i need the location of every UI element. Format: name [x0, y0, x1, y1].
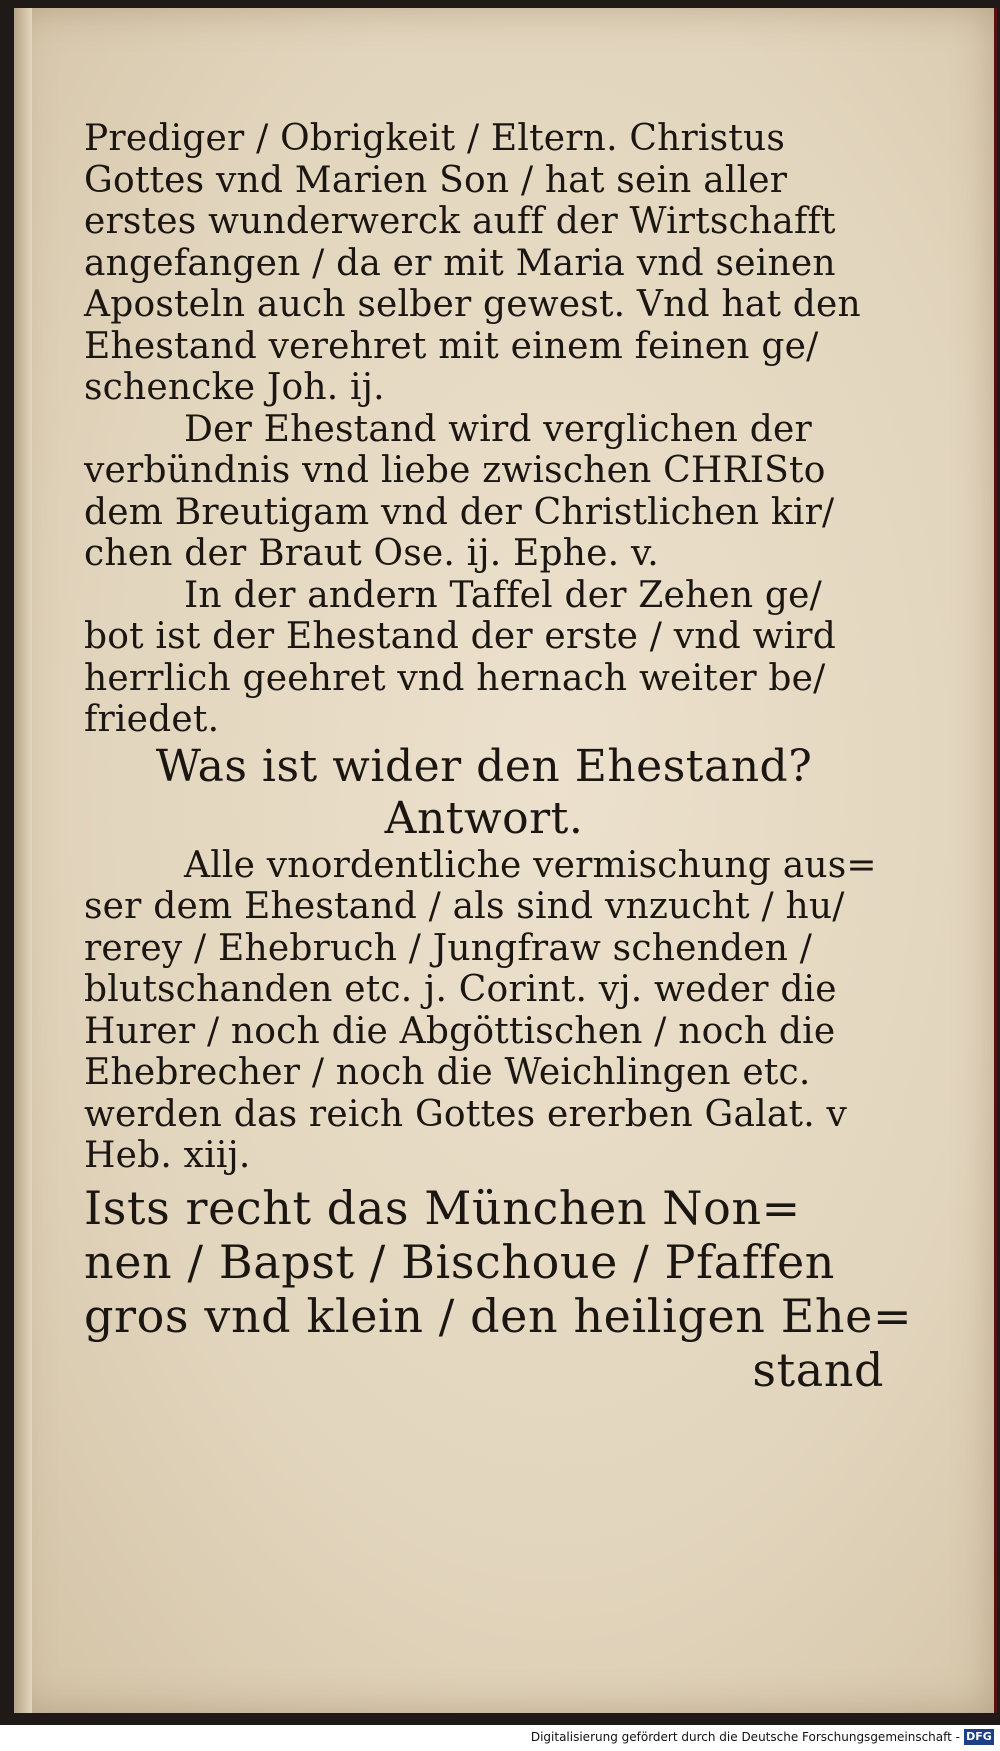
question-line: Ists recht das München Non= [84, 1180, 801, 1235]
text-line: dem Breutigam vnd der Christlichen kir/ [84, 491, 835, 533]
text-line: friedet. [84, 699, 220, 740]
paragraph-4 [84, 845, 884, 1177]
text-line: Prediger / Obrigkeit / Eltern. Christus [84, 118, 786, 159]
text-line: verbündnis vnd liebe zwischen CHRISto [84, 450, 826, 491]
answer-heading: Antwort. [384, 792, 584, 844]
page-gutter [14, 8, 32, 1713]
text-line: Ehestand verehret mit einem feinen ge/ [84, 325, 819, 367]
text-line: erstes wunderwerck auff der Wirtschafft [84, 201, 836, 242]
text-line: schencke Joh. ij. [84, 367, 385, 408]
text-line: Aposteln auch selber gewest. Vnd hat den [84, 284, 861, 325]
text-line: chen der Braut Ose. ij. Ephe. v. [84, 533, 659, 574]
dfg-logo-icon: DFG [964, 1729, 994, 1745]
text-line: Alle vnordentliche vermischung aus= [184, 844, 877, 886]
text-line: herrlich geehret vnd hernach weiter be/ [84, 657, 826, 699]
section-heading: Was ist wider den Ehestand? [155, 740, 813, 792]
question-heading [84, 1180, 913, 1397]
paragraph-1 [84, 118, 884, 409]
text-line: werden das reich Gottes ererben Galat. v [84, 1093, 848, 1135]
page-text [84, 118, 913, 1397]
text-line: blutschanden etc. j. Corint. vj. weder die [84, 969, 837, 1010]
text-line: Hurer / noch die Abgöttischen / noch die [84, 1010, 836, 1052]
footer-bar [0, 1725, 1000, 1751]
text-line: Gottes vnd Marien Son / hat sein aller [84, 159, 788, 201]
text-line: Heb. xiij. [84, 1135, 251, 1176]
text-line: ser dem Ehestand / als sind vnzucht / hu/ [84, 886, 845, 927]
paragraph-2 [84, 409, 884, 575]
text-line: angefangen / da er mit Maria vnd seinen [84, 242, 836, 284]
book-page [14, 8, 997, 1713]
question-line: gros vnd klein / den heiligen Ehe= [84, 1288, 913, 1343]
funding-credit: Digitalisierung gefördert durch die Deutsche Forschungsgemeinschaft - [530, 1730, 960, 1744]
catchword: stand [752, 1342, 884, 1397]
text-line: Der Ehestand wird verglichen der [184, 408, 812, 450]
text-line: In der andern Taffel der Zehen ge/ [184, 574, 822, 616]
text-line: Ehebrecher / noch die Weichlingen etc. [84, 1052, 811, 1093]
text-line: rerey / Ehebruch / Jungfraw schenden / [84, 927, 813, 969]
question-line: nen / Bapst / Bischoue / Pfaffen [84, 1234, 836, 1289]
text-line: bot ist der Ehestand der erste / vnd wird [84, 616, 836, 657]
paragraph-3 [84, 575, 884, 741]
